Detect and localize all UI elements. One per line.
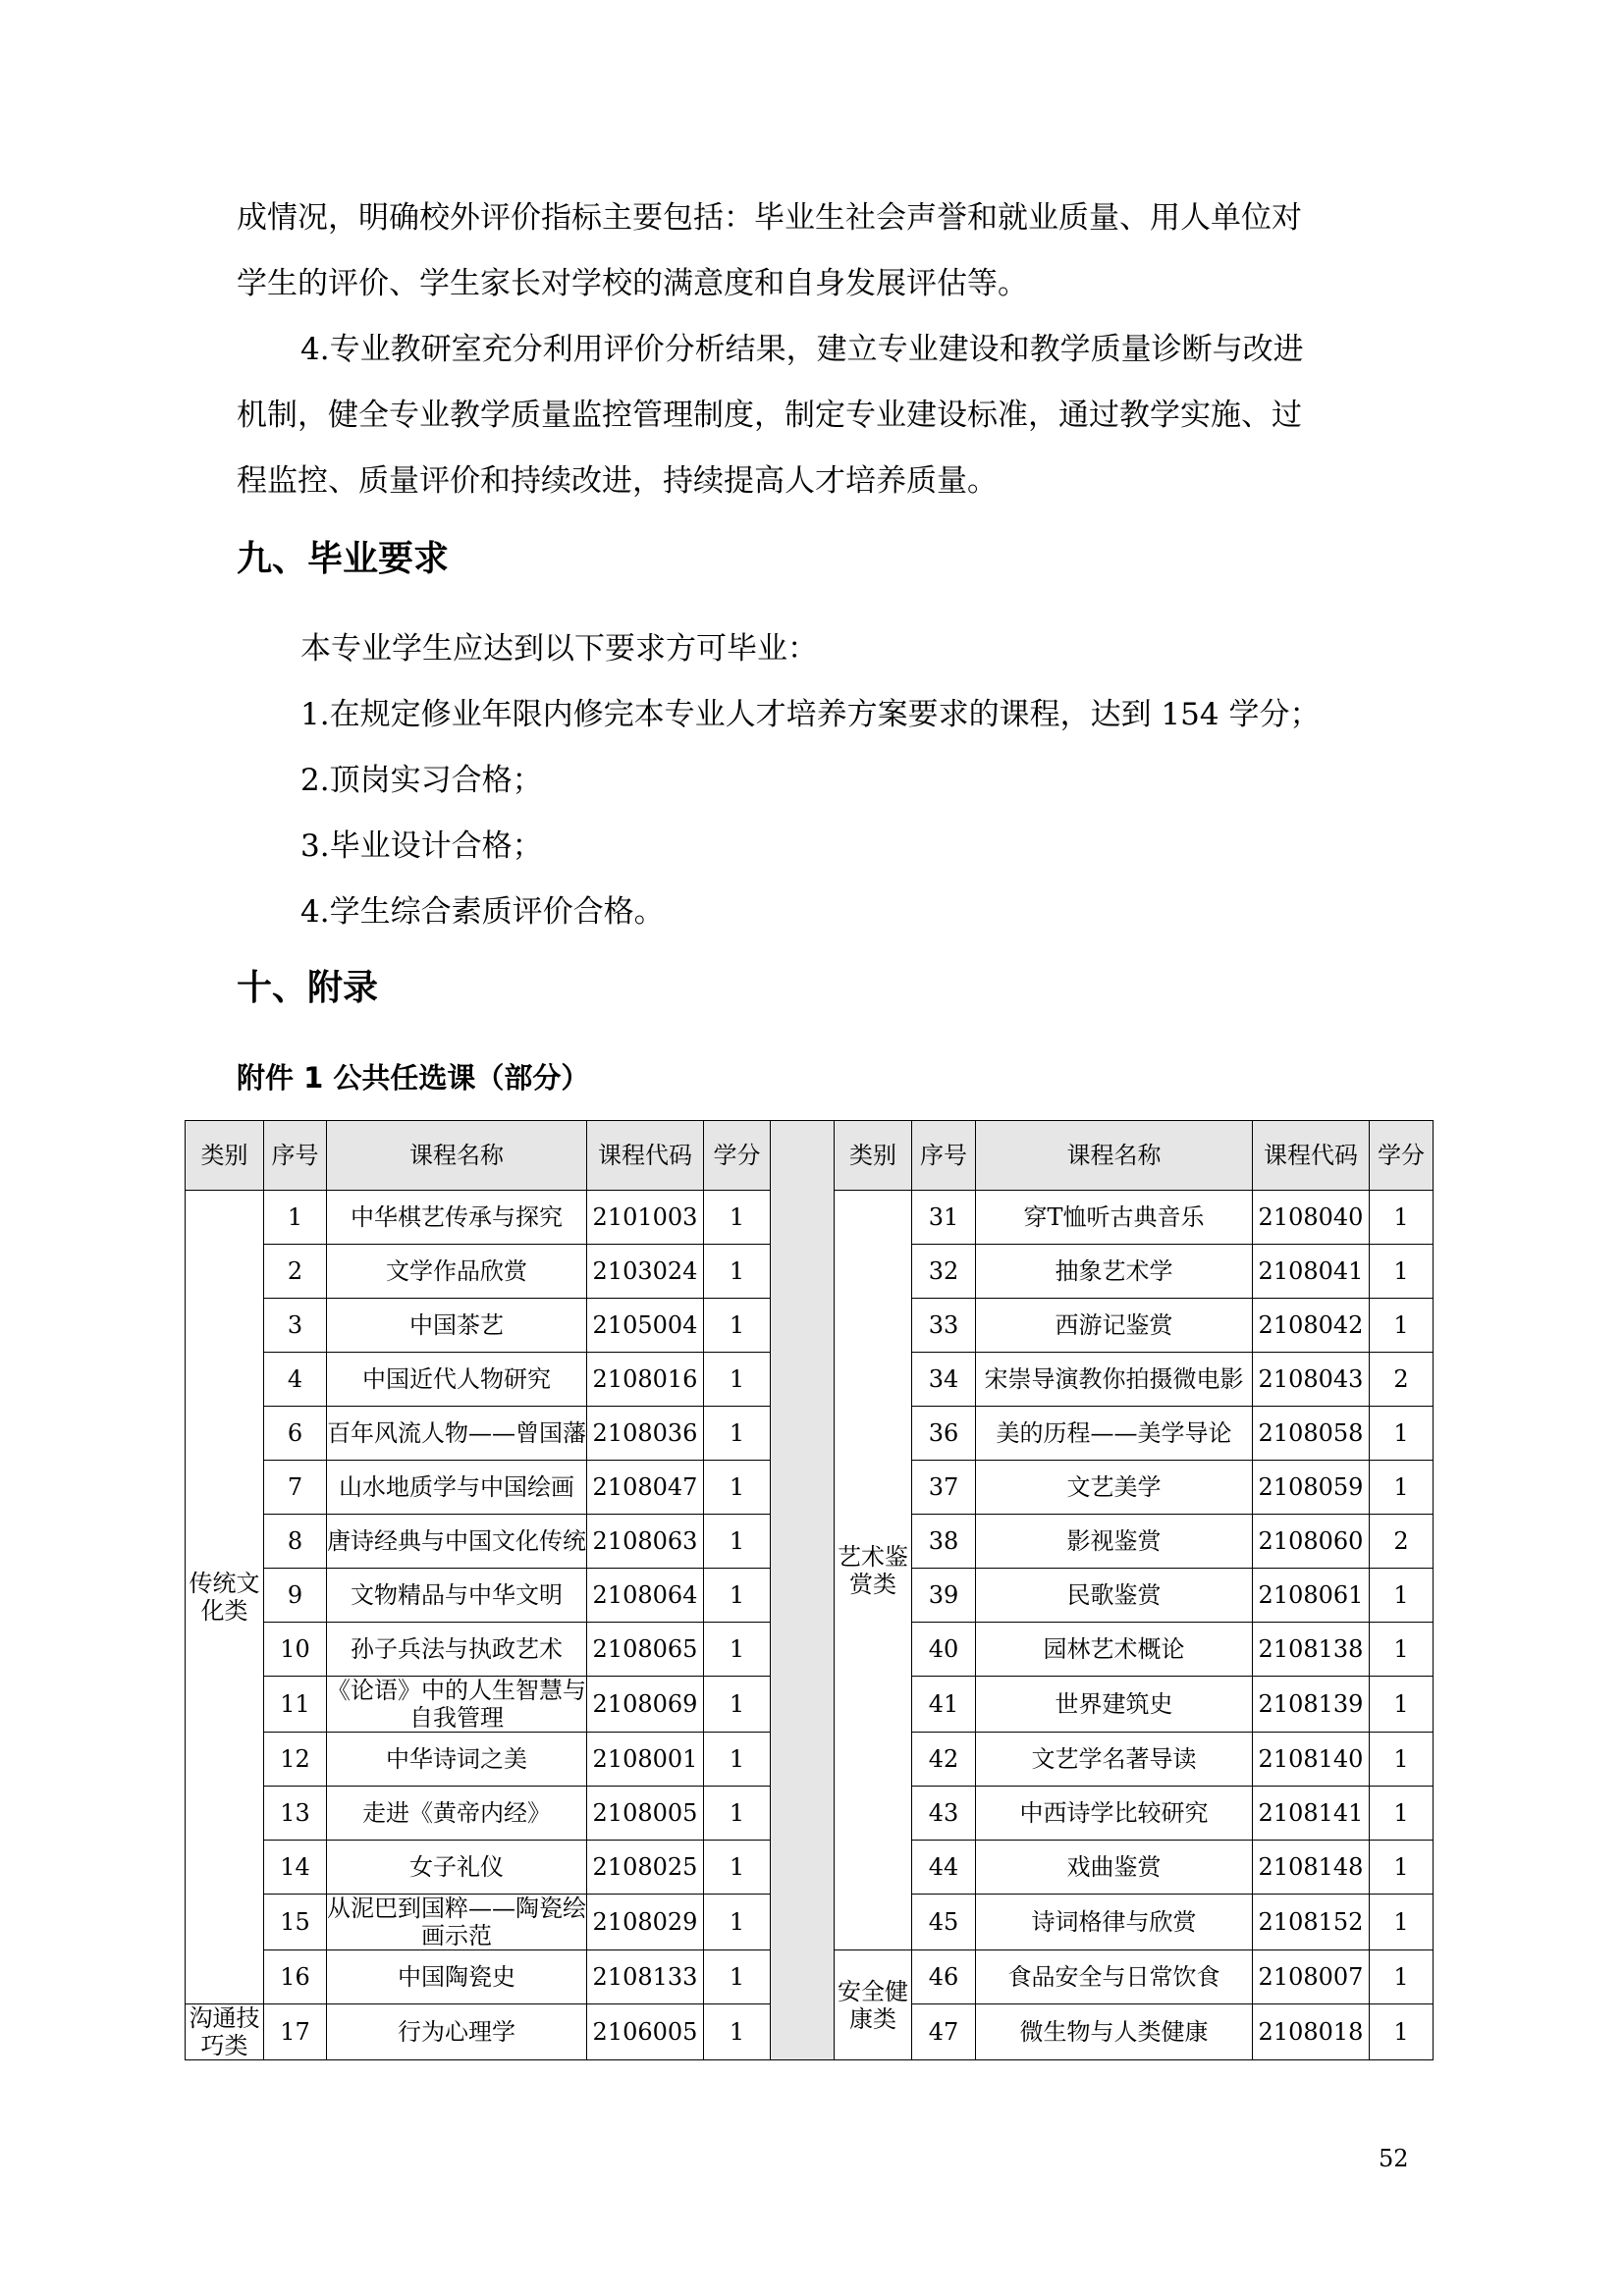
- course-code: 2108042: [1253, 1299, 1370, 1353]
- course-code: 2108059: [1253, 1461, 1370, 1515]
- course-credit: 1: [704, 1733, 771, 1787]
- course-name: 抽象艺术学: [976, 1245, 1253, 1299]
- course-name: 中国茶艺: [327, 1299, 587, 1353]
- course-no: 38: [912, 1515, 976, 1569]
- course-no: 11: [264, 1677, 327, 1733]
- course-no: 6: [264, 1407, 327, 1461]
- course-no: 12: [264, 1733, 327, 1787]
- course-name: 山水地质学与中国绘画: [327, 1461, 587, 1515]
- category-traditional-culture: 传统文化类: [186, 1191, 264, 2004]
- course-credit: 1: [1370, 1407, 1434, 1461]
- course-code: 2108148: [1253, 1841, 1370, 1895]
- page-number: 52: [1379, 2145, 1409, 2172]
- course-credit: 1: [704, 2004, 771, 2060]
- course-name: 百年风流人物——曾国藩: [327, 1407, 587, 1461]
- course-name: 孙子兵法与执政艺术: [327, 1623, 587, 1677]
- course-code: 2108041: [1253, 1245, 1370, 1299]
- course-credit: 1: [1370, 1895, 1434, 1950]
- course-code: 2108063: [587, 1515, 704, 1569]
- course-no: 42: [912, 1733, 976, 1787]
- course-code: 2108043: [1253, 1353, 1370, 1407]
- header-credit: 学分: [1370, 1121, 1434, 1191]
- course-credit: 1: [1370, 1569, 1434, 1623]
- course-no: 34: [912, 1353, 976, 1407]
- course-no: 4: [264, 1353, 327, 1407]
- course-credit: 1: [704, 1841, 771, 1895]
- course-code: 2108029: [587, 1895, 704, 1950]
- course-no: 15: [264, 1895, 327, 1950]
- course-name: 世界建筑史: [976, 1677, 1253, 1733]
- course-credit: 1: [704, 1245, 771, 1299]
- course-credit: 1: [704, 1407, 771, 1461]
- course-code: 2103024: [587, 1245, 704, 1299]
- course-credit: 1: [704, 1191, 771, 1245]
- section-heading-graduation-requirements: 九、毕业要求: [237, 539, 450, 579]
- course-name: 穿T恤听古典音乐: [976, 1191, 1253, 1245]
- course-no: 37: [912, 1461, 976, 1515]
- course-no: 17: [264, 2004, 327, 2060]
- course-name: 戏曲鉴赏: [976, 1841, 1253, 1895]
- course-name: 中西诗学比较研究: [976, 1787, 1253, 1841]
- course-code: 2108001: [587, 1733, 704, 1787]
- table-gap-column: [771, 1121, 835, 2060]
- course-no: 33: [912, 1299, 976, 1353]
- header-credit: 学分: [704, 1121, 771, 1191]
- course-no: 2: [264, 1245, 327, 1299]
- course-credit: 1: [1370, 1191, 1434, 1245]
- paragraph-line: 成情况，明确校外评价指标主要包括：毕业生社会声誉和就业质量、用人单位对: [237, 200, 1302, 236]
- course-no: 14: [264, 1841, 327, 1895]
- course-credit: 1: [1370, 2004, 1434, 2060]
- category-communication-skills: 沟通技巧类: [186, 2004, 264, 2060]
- table-header-row: [186, 1121, 1434, 1191]
- course-no: 1: [264, 1191, 327, 1245]
- course-no: 16: [264, 1950, 327, 2004]
- course-name: 中华棋艺传承与探究: [327, 1191, 587, 1245]
- course-credit: 1: [1370, 1841, 1434, 1895]
- course-name: 文物精品与中华文明: [327, 1569, 587, 1623]
- course-code: 2108064: [587, 1569, 704, 1623]
- requirement-item: 2.顶岗实习合格；: [300, 763, 543, 798]
- course-credit: 2: [1370, 1515, 1434, 1569]
- course-name: 中国近代人物研究: [327, 1353, 587, 1407]
- paragraph-line: 学生的评价、学生家长对学校的满意度和自身发展评估等。: [237, 266, 1028, 301]
- requirements-intro: 本专业学生应达到以下要求方可毕业：: [300, 631, 818, 667]
- course-name: 唐诗经典与中国文化传统: [327, 1515, 587, 1569]
- course-code: 2108069: [587, 1677, 704, 1733]
- course-no: 31: [912, 1191, 976, 1245]
- course-name: 文艺美学: [976, 1461, 1253, 1515]
- section-heading-appendix: 十、附录: [237, 968, 379, 1008]
- course-code: 2108005: [587, 1787, 704, 1841]
- elective-courses-table: [185, 1120, 1434, 2060]
- course-code: 2108141: [1253, 1787, 1370, 1841]
- requirement-item: 1.在规定修业年限内修完本专业人才培养方案要求的课程，达到 154 学分；: [300, 697, 1321, 732]
- paragraph-line: 程监控、质量评价和持续改进，持续提高人才培养质量。: [237, 463, 998, 499]
- graduation-requirements-list: [237, 616, 1395, 945]
- header-course-name: 课程名称: [327, 1121, 587, 1191]
- course-code: 2108016: [587, 1353, 704, 1407]
- course-code: 2108018: [1253, 2004, 1370, 2060]
- course-name: 从泥巴到国粹——陶瓷绘画示范: [327, 1895, 586, 1949]
- course-name: 文学作品欣赏: [327, 1245, 587, 1299]
- course-credit: 1: [1370, 1623, 1434, 1677]
- course-name: 中国陶瓷史: [327, 1950, 587, 2004]
- course-name: 文艺学名著导读: [976, 1733, 1253, 1787]
- course-no: 41: [912, 1677, 976, 1733]
- course-no: 9: [264, 1569, 327, 1623]
- course-no: 46: [912, 1950, 976, 2004]
- course-credit: 1: [1370, 1461, 1434, 1515]
- course-credit: 1: [704, 1515, 771, 1569]
- category-art-appreciation: 艺术鉴赏类: [835, 1191, 912, 1950]
- category-safety-health: 安全健康类: [835, 1950, 912, 2060]
- header-no: 序号: [264, 1121, 327, 1191]
- course-credit: 1: [704, 1950, 771, 2004]
- course-credit: 1: [704, 1299, 771, 1353]
- course-credit: 1: [704, 1895, 771, 1950]
- course-credit: 1: [1370, 1733, 1434, 1787]
- course-name: 微生物与人类健康: [976, 2004, 1253, 2060]
- course-name: 宋崇导演教你拍摄微电影: [976, 1353, 1253, 1407]
- course-credit: 1: [704, 1623, 771, 1677]
- course-code: 2108007: [1253, 1950, 1370, 2004]
- course-no: 40: [912, 1623, 976, 1677]
- course-no: 8: [264, 1515, 327, 1569]
- course-code: 2108140: [1253, 1733, 1370, 1787]
- attachment-title: 附件 1 公共任选课（部分）: [237, 1061, 590, 1095]
- course-credit: 1: [704, 1787, 771, 1841]
- course-name: 《论语》中的人生智慧与自我管理: [327, 1677, 586, 1732]
- course-code: 2108058: [1253, 1407, 1370, 1461]
- course-code: 2108152: [1253, 1895, 1370, 1950]
- course-name: 园林艺术概论: [976, 1623, 1253, 1677]
- course-no: 39: [912, 1569, 976, 1623]
- course-credit: 1: [1370, 1677, 1434, 1733]
- course-no: 3: [264, 1299, 327, 1353]
- course-name: 女子礼仪: [327, 1841, 587, 1895]
- course-credit: 1: [1370, 1787, 1434, 1841]
- course-name: 诗词格律与欣赏: [976, 1895, 1253, 1950]
- course-code: 2108065: [587, 1623, 704, 1677]
- course-name: 走进《黄帝内经》: [327, 1787, 587, 1841]
- course-no: 10: [264, 1623, 327, 1677]
- header-course-code: 课程代码: [587, 1121, 704, 1191]
- course-credit: 1: [704, 1461, 771, 1515]
- paragraph-quality-improvement: [237, 317, 1395, 514]
- course-name: 美的历程——美学导论: [976, 1407, 1253, 1461]
- course-name: 中华诗词之美: [327, 1733, 587, 1787]
- course-code: 2108138: [1253, 1623, 1370, 1677]
- paragraph-evaluation-indicators: [237, 186, 1395, 317]
- header-course-name: 课程名称: [976, 1121, 1253, 1191]
- course-credit: 1: [1370, 1245, 1434, 1299]
- course-code: 2108040: [1253, 1191, 1370, 1245]
- header-category: 类别: [186, 1121, 264, 1191]
- course-no: 32: [912, 1245, 976, 1299]
- course-credit: 2: [1370, 1353, 1434, 1407]
- course-name: 食品安全与日常饮食: [976, 1950, 1253, 2004]
- course-no: 36: [912, 1407, 976, 1461]
- paragraph-line: 机制，健全专业教学质量监控管理制度，制定专业建设标准，通过教学实施、过: [237, 398, 1302, 433]
- course-name: 民歌鉴赏: [976, 1569, 1253, 1623]
- course-code: 2108036: [587, 1407, 704, 1461]
- header-no: 序号: [912, 1121, 976, 1191]
- course-no: 45: [912, 1895, 976, 1950]
- course-code: 2108047: [587, 1461, 704, 1515]
- course-no: 47: [912, 2004, 976, 2060]
- course-code: 2108060: [1253, 1515, 1370, 1569]
- course-code: 2101003: [587, 1191, 704, 1245]
- course-code: 2108061: [1253, 1569, 1370, 1623]
- header-course-code: 课程代码: [1253, 1121, 1370, 1191]
- paragraph-line: 4.专业教研室充分利用评价分析结果，建立专业建设和教学质量诊断与改进: [300, 332, 1304, 367]
- course-name: 影视鉴赏: [976, 1515, 1253, 1569]
- course-no: 7: [264, 1461, 327, 1515]
- course-code: 2108025: [587, 1841, 704, 1895]
- requirement-item: 3.毕业设计合格；: [300, 828, 543, 864]
- course-code: 2106005: [587, 2004, 704, 2060]
- header-category: 类别: [835, 1121, 912, 1191]
- course-credit: 1: [704, 1353, 771, 1407]
- course-credit: 1: [704, 1677, 771, 1733]
- course-code: 2108133: [587, 1950, 704, 2004]
- course-no: 43: [912, 1787, 976, 1841]
- course-no: 44: [912, 1841, 976, 1895]
- course-no: 13: [264, 1787, 327, 1841]
- course-code: 2105004: [587, 1299, 704, 1353]
- course-credit: 1: [704, 1569, 771, 1623]
- course-credit: 1: [1370, 1950, 1434, 2004]
- course-credit: 1: [1370, 1299, 1434, 1353]
- course-code: 2108139: [1253, 1677, 1370, 1733]
- course-name: 行为心理学: [327, 2004, 587, 2060]
- course-name: 西游记鉴赏: [976, 1299, 1253, 1353]
- requirement-item: 4.学生综合素质评价合格。: [300, 894, 665, 930]
